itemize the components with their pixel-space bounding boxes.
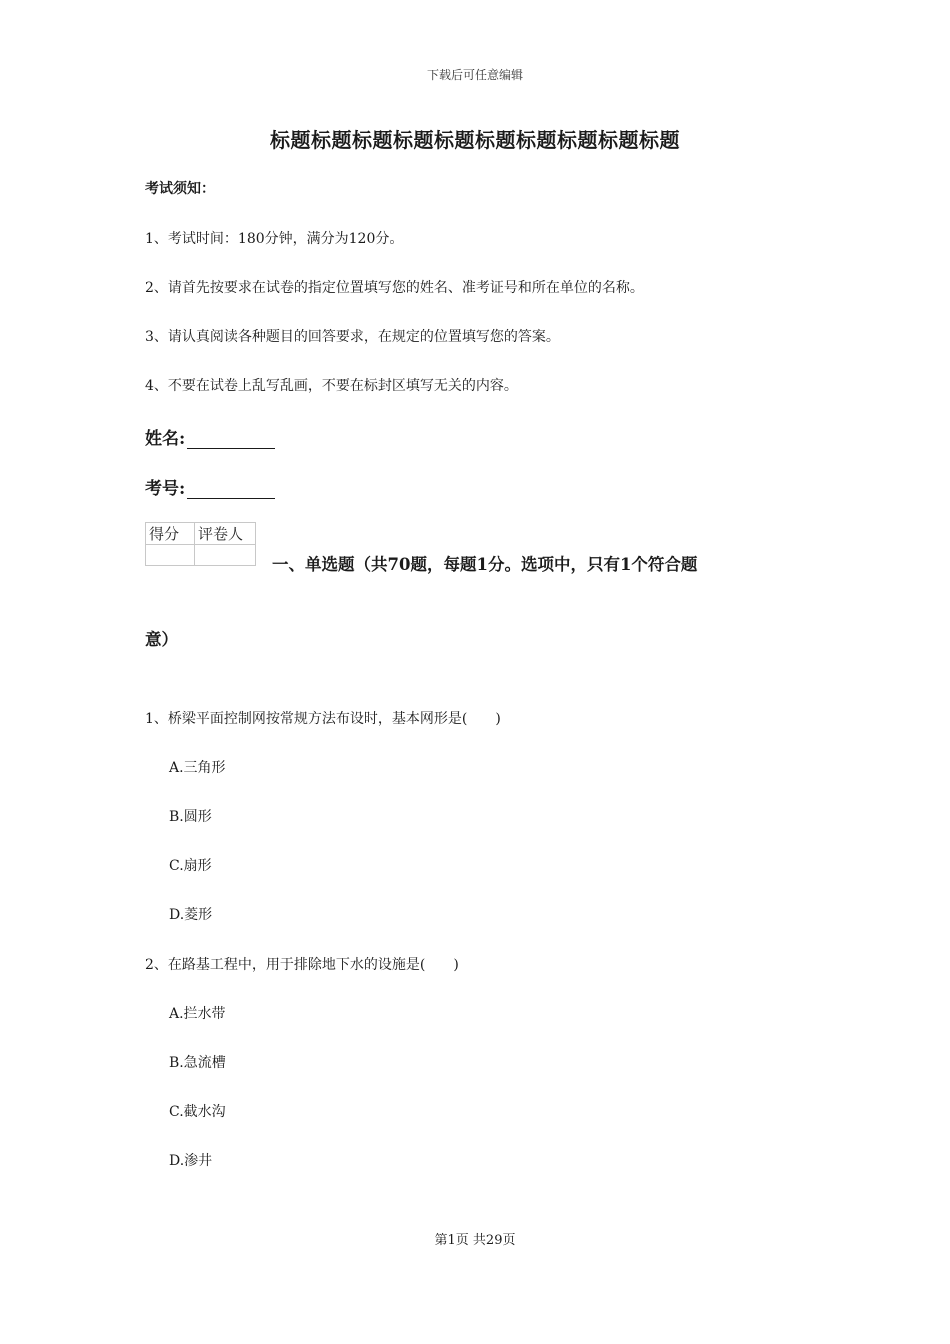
- notice-heading: 考试须知：: [145, 181, 215, 197]
- question-1: 1、桥梁平面控制网按常规方法布设时，基本网形是( ): [145, 711, 501, 727]
- name-blank-line[interactable]: [187, 430, 275, 449]
- grader-header: 评卷人: [195, 523, 256, 545]
- score-table: [145, 522, 256, 566]
- header-note: 下载后可任意编辑: [426, 68, 523, 82]
- question-1-option-b: B.圆形: [169, 809, 212, 825]
- question-1-option-c: C.扇形: [169, 858, 212, 874]
- notice-item: 1、考试时间：180分钟，满分为120分。: [145, 231, 404, 247]
- grader-cell: [195, 545, 256, 566]
- section-title: 一、单选题（共70题，每题1分。选项中，只有1个符合题: [272, 555, 698, 574]
- question-1-option-a: A.三角形: [169, 760, 226, 776]
- name-label: 姓名:: [145, 429, 186, 449]
- question-2: 2、在路基工程中，用于排除地下水的设施是( ): [145, 957, 459, 973]
- question-2-option-c: C.截水沟: [169, 1104, 226, 1120]
- score-cell: [146, 545, 195, 566]
- name-field-row: [145, 424, 275, 449]
- exam-id-blank-line[interactable]: [187, 480, 275, 499]
- exam-id-label: 考号:: [145, 479, 186, 499]
- notice-item: 2、请首先按要求在试卷的指定位置填写您的姓名、准考证号和所在单位的名称。: [145, 280, 644, 296]
- notice-item: 4、不要在试卷上乱写乱画，不要在标封区填写无关的内容。: [145, 378, 518, 394]
- notice-item: 3、请认真阅读各种题目的回答要求，在规定的位置填写您的答案。: [145, 329, 560, 345]
- question-2-option-a: A.拦水带: [169, 1006, 226, 1022]
- exam-id-field-row: [145, 474, 275, 499]
- question-2-option-b: B.急流槽: [169, 1055, 226, 1071]
- question-2-option-d: D.渗井: [169, 1153, 213, 1169]
- section-title-continuation: 意）: [145, 630, 178, 649]
- page-footer: 第1页 共29页: [434, 1233, 516, 1248]
- score-header: 得分: [146, 523, 195, 545]
- question-1-option-d: D.菱形: [169, 907, 213, 923]
- document-title: 标题标题标题标题标题标题标题标题标题标题: [270, 128, 680, 152]
